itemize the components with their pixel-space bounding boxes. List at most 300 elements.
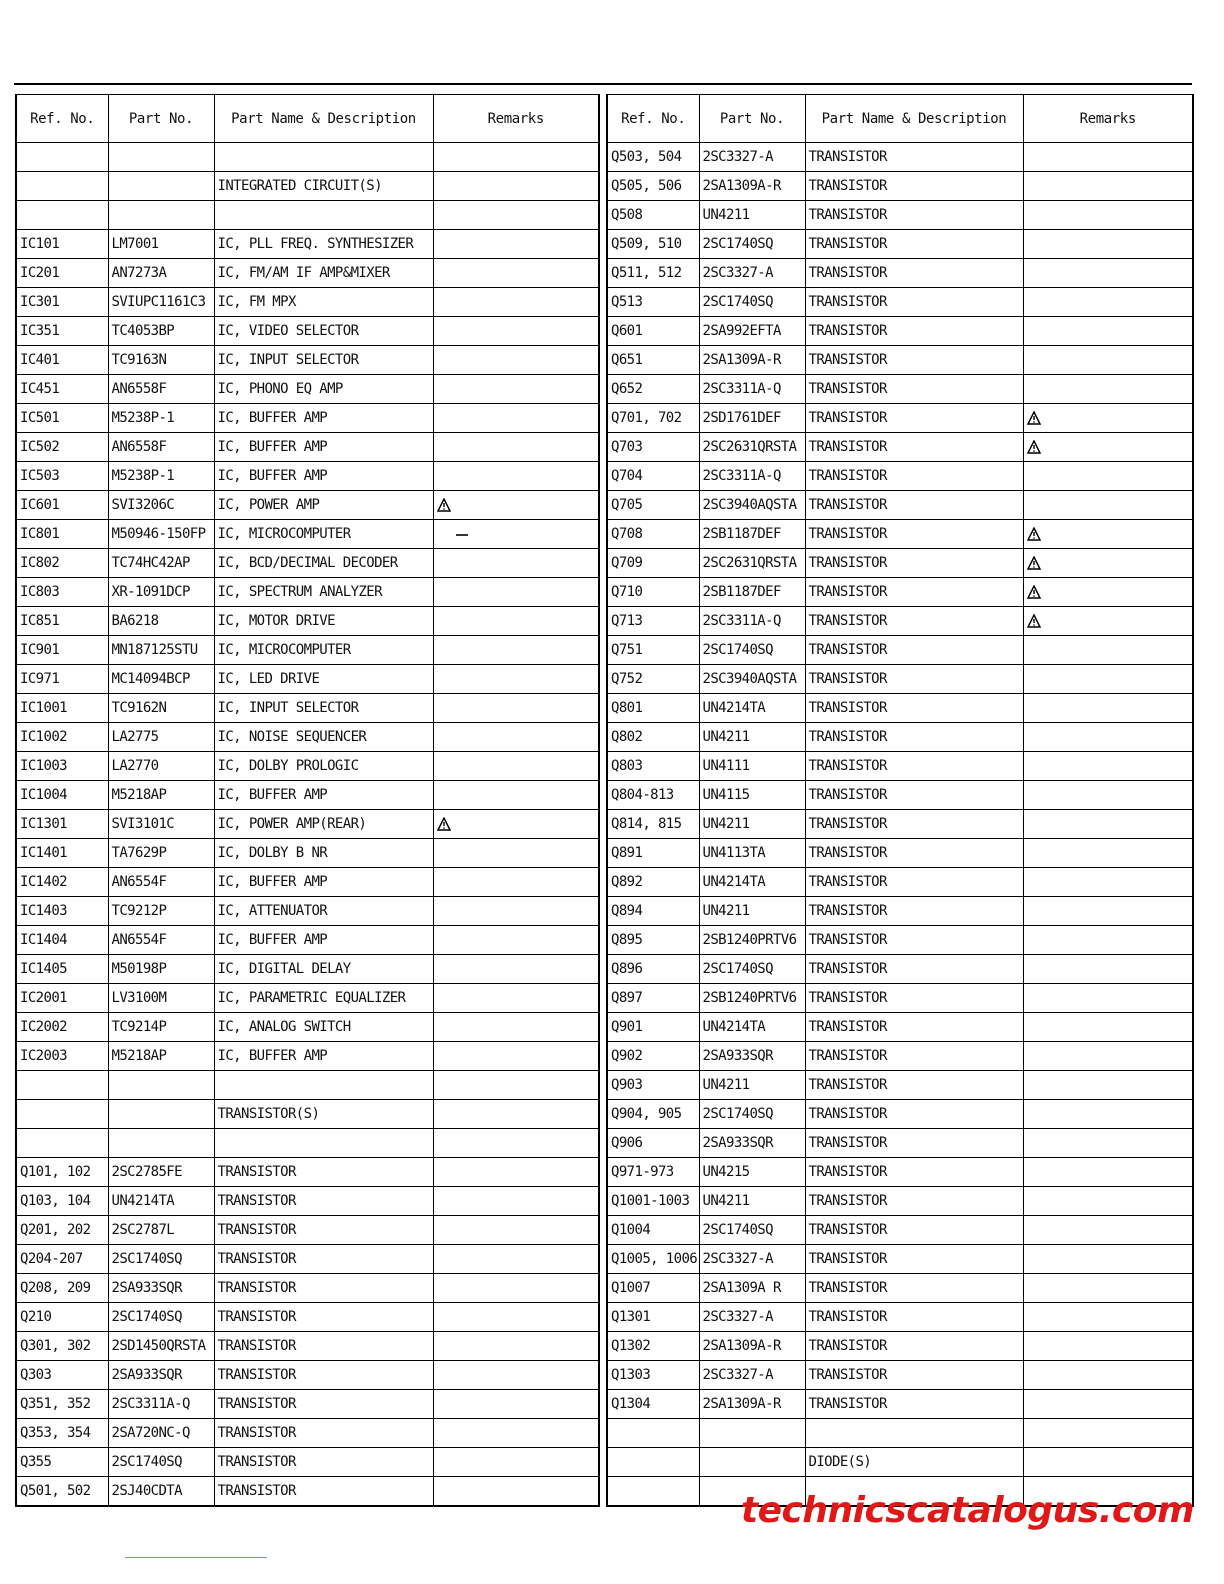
table-row [16,1042,599,1071]
ref-no-cell: Q803 [607,752,699,781]
part-no-cell: 2SA1309A-R [699,1332,805,1361]
table-row [607,694,1193,723]
part-no-cell: 2SC1740SQ [699,1216,805,1245]
ref-no-cell: IC802 [16,549,108,578]
ref-no-cell: Q896 [607,955,699,984]
remarks-cell [1023,1448,1193,1477]
description-cell: TRANSISTOR [214,1303,433,1332]
ref-no-cell: IC451 [16,375,108,404]
table-row [607,1303,1193,1332]
description-cell: TRANSISTOR [805,491,1023,520]
remarks-cell [1023,491,1193,520]
description-cell [214,201,433,230]
part-no-cell: SVI3206C [108,491,214,520]
table-row [16,1390,599,1419]
ref-no-cell: IC901 [16,636,108,665]
part-no-cell: AN6554F [108,926,214,955]
remarks-cell [433,694,599,723]
description-cell: TRANSISTOR [805,839,1023,868]
part-no-cell: 2SC3327-A [699,1303,805,1332]
ref-no-cell: Q891 [607,839,699,868]
part-no-cell: XR-1091DCP [108,578,214,607]
part-no-cell: 2SC3327-A [699,1361,805,1390]
description-cell: IC, MICROCOMPUTER [214,636,433,665]
remarks-cell [1023,433,1193,462]
table-row [607,578,1193,607]
remarks-cell [433,172,599,201]
part-no-cell: 2SC1740SQ [108,1448,214,1477]
parts-rows-left [16,143,599,1507]
remarks-cell [433,288,599,317]
remarks-cell [1023,1245,1193,1274]
part-no-cell: UN4214TA [699,868,805,897]
remarks-cell [433,1013,599,1042]
remarks-cell [433,317,599,346]
part-no-cell: 2SA933SQR [108,1361,214,1390]
ref-no-cell: IC1301 [16,810,108,839]
ref-no-cell: IC401 [16,346,108,375]
remarks-cell [1023,1361,1193,1390]
description-cell: TRANSISTOR [805,665,1023,694]
description-cell: TRANSISTOR [214,1158,433,1187]
remarks-cell [1023,868,1193,897]
table-row [607,984,1193,1013]
remarks-cell [1023,259,1193,288]
description-cell: TRANSISTOR [805,636,1023,665]
ref-no-cell: IC503 [16,462,108,491]
remarks-cell [433,636,599,665]
table-row [16,230,599,259]
remarks-cell [1023,1129,1193,1158]
description-cell: TRANSISTOR(S) [214,1100,433,1129]
ref-no-cell: Q355 [16,1448,108,1477]
remarks-cell [433,1361,599,1390]
ref-no-cell [16,1071,108,1100]
table-row [607,520,1193,549]
table-row [16,984,599,1013]
table-row [16,810,599,839]
part-no-cell [108,143,214,172]
table-row [607,636,1193,665]
safety-warning-icon [1027,614,1041,628]
ref-no-cell: IC803 [16,578,108,607]
ref-no-cell: Q210 [16,1303,108,1332]
part-no-cell: 2SA1309A-R [699,346,805,375]
ref-no-cell [16,1100,108,1129]
description-cell: TRANSISTOR [805,201,1023,230]
table-row [607,955,1193,984]
table-row [16,462,599,491]
remarks-cell [433,607,599,636]
description-cell [214,143,433,172]
table-row [16,955,599,984]
remarks-cell [1023,1187,1193,1216]
remarks-cell [1023,665,1193,694]
remarks-cell [1023,1332,1193,1361]
description-cell: TRANSISTOR [805,288,1023,317]
remarks-cell [1023,1013,1193,1042]
remarks-cell [433,491,599,520]
remarks-cell [1023,1419,1193,1448]
table-row [16,578,599,607]
ref-no-cell: IC2002 [16,1013,108,1042]
ref-no-cell: Q701, 702 [607,404,699,433]
part-no-cell: 2SC3311A-Q [699,607,805,636]
remarks-cell [433,897,599,926]
ref-no-cell: IC851 [16,607,108,636]
parts-rows-right [607,143,1193,1507]
part-no-cell: M5238P-1 [108,404,214,433]
description-cell: TRANSISTOR [805,259,1023,288]
table-row [607,375,1193,404]
table-row [607,143,1193,172]
part-no-cell: 2SB1187DEF [699,520,805,549]
description-cell: TRANSISTOR [805,955,1023,984]
part-no-cell: M5218AP [108,781,214,810]
remarks-cell [1023,462,1193,491]
part-no-cell: 2SA1309A-R [699,1390,805,1419]
safety-warning-icon [1027,527,1041,541]
part-no-cell: 2SA933SQR [699,1042,805,1071]
part-no-cell: TC9162N [108,694,214,723]
description-cell [805,1419,1023,1448]
remarks-cell [1023,723,1193,752]
description-cell: TRANSISTOR [805,317,1023,346]
description-cell: TRANSISTOR [805,723,1023,752]
description-cell: IC, INPUT SELECTOR [214,694,433,723]
table-row [607,752,1193,781]
table-row [607,462,1193,491]
table-row [16,694,599,723]
ref-no-cell: IC501 [16,404,108,433]
description-cell: TRANSISTOR [805,404,1023,433]
ref-no-cell: Q895 [607,926,699,955]
safety-warning-icon [437,817,451,831]
table-row [607,1390,1193,1419]
ref-no-cell [607,1419,699,1448]
ref-no-cell: Q710 [607,578,699,607]
description-cell: TRANSISTOR [805,1303,1023,1332]
part-no-cell: AN6554F [108,868,214,897]
table-row [16,1477,599,1507]
ref-no-cell: Q1005, 1006 [607,1245,699,1274]
remarks-cell [433,143,599,172]
ref-no-cell: IC301 [16,288,108,317]
ref-no-cell [16,172,108,201]
part-no-cell: TA7629P [108,839,214,868]
table-row [16,839,599,868]
table-row [16,1274,599,1303]
ref-no-cell: Q892 [607,868,699,897]
ref-no-cell: Q705 [607,491,699,520]
description-cell: TRANSISTOR [214,1477,433,1507]
remarks-cell [433,1303,599,1332]
remarks-cell [433,955,599,984]
description-cell: TRANSISTOR [805,143,1023,172]
part-no-cell: AN7273A [108,259,214,288]
ref-no-cell: IC601 [16,491,108,520]
ref-no-cell: Q513 [607,288,699,317]
description-cell: TRANSISTOR [805,1216,1023,1245]
remarks-cell [433,346,599,375]
ref-no-cell: Q505, 506 [607,172,699,201]
description-cell: TRANSISTOR [214,1274,433,1303]
description-cell: IC, BUFFER AMP [214,433,433,462]
table-row [16,1245,599,1274]
part-no-cell: LA2775 [108,723,214,752]
description-cell: IC, LED DRIVE [214,665,433,694]
part-no-cell: UN4211 [699,1187,805,1216]
part-no-cell: 2SC3311A-Q [699,375,805,404]
part-no-cell: TC4053BP [108,317,214,346]
description-cell: TRANSISTOR [805,694,1023,723]
ref-no-cell [16,143,108,172]
remarks-cell [433,1477,599,1507]
table-row [607,1216,1193,1245]
safety-warning-icon [1027,411,1041,425]
watermark-text: technicscatalogus.com [740,1490,1194,1531]
description-cell: TRANSISTOR [805,897,1023,926]
description-cell: TRANSISTOR [805,752,1023,781]
parts-table-left [15,94,600,1507]
description-cell: TRANSISTOR [805,984,1023,1013]
remarks-cell [433,984,599,1013]
description-cell: TRANSISTOR [805,1013,1023,1042]
remark-dash-mark [455,526,469,542]
description-cell: TRANSISTOR [805,1071,1023,1100]
remarks-cell [1023,1216,1193,1245]
ref-no-cell: Q906 [607,1129,699,1158]
table-row [16,143,599,172]
description-cell: IC, POWER AMP [214,491,433,520]
part-no-cell: UN4211 [699,1071,805,1100]
part-no-cell: M50946-150FP [108,520,214,549]
ref-no-cell: IC1404 [16,926,108,955]
part-no-cell: LV3100M [108,984,214,1013]
part-no-cell: 2SC3327-A [699,1245,805,1274]
ref-no-cell: IC1401 [16,839,108,868]
ref-no-cell [16,1129,108,1158]
ref-no-cell: IC971 [16,665,108,694]
ref-no-cell: Q601 [607,317,699,346]
description-cell: TRANSISTOR [805,172,1023,201]
description-cell: TRANSISTOR [805,868,1023,897]
ref-no-cell: IC502 [16,433,108,462]
remarks-cell [1023,317,1193,346]
table-row [16,1332,599,1361]
description-cell: TRANSISTOR [805,810,1023,839]
table-row [16,607,599,636]
remarks-cell [1023,201,1193,230]
description-cell: IC, INPUT SELECTOR [214,346,433,375]
remarks-cell [433,549,599,578]
part-no-cell: 2SC2631QRSTA [699,433,805,462]
part-no-cell: 2SA933SQR [699,1129,805,1158]
description-cell: TRANSISTOR [805,1274,1023,1303]
remarks-cell [433,1187,599,1216]
part-no-cell: 2SD1761DEF [699,404,805,433]
part-no-cell: UN4113TA [699,839,805,868]
ref-no-cell: Q801 [607,694,699,723]
remarks-cell [1023,230,1193,259]
ref-no-cell: IC1403 [16,897,108,926]
description-cell: IC, BUFFER AMP [214,868,433,897]
header-part-no: Part No. [108,95,214,143]
part-no-cell: UN4115 [699,781,805,810]
part-no-cell [108,1071,214,1100]
description-cell: IC, FM MPX [214,288,433,317]
description-cell: DIODE(S) [805,1448,1023,1477]
description-cell: INTEGRATED CIRCUIT(S) [214,172,433,201]
table-row [607,1274,1193,1303]
ref-no-cell: Q903 [607,1071,699,1100]
part-no-cell: 2SC3940AQSTA [699,665,805,694]
ref-no-cell: IC201 [16,259,108,288]
part-no-cell [108,201,214,230]
description-cell: TRANSISTOR [805,549,1023,578]
part-no-cell: UN4111 [699,752,805,781]
table-row [16,1187,599,1216]
remarks-cell [1023,810,1193,839]
table-row [607,781,1193,810]
remarks-cell [1023,1042,1193,1071]
remarks-cell [433,520,599,549]
table-row [16,375,599,404]
part-no-cell: 2SC2631QRSTA [699,549,805,578]
remarks-cell [1023,346,1193,375]
table-row [16,346,599,375]
ref-no-cell: IC2003 [16,1042,108,1071]
description-cell: TRANSISTOR [805,1187,1023,1216]
remarks-cell [433,868,599,897]
part-no-cell: TC9214P [108,1013,214,1042]
table-row [607,404,1193,433]
remarks-cell [1023,549,1193,578]
part-no-cell: TC74HC42AP [108,549,214,578]
part-no-cell: 2SC1740SQ [699,1100,805,1129]
part-no-cell: 2SC1740SQ [699,636,805,665]
table-row [607,1158,1193,1187]
remarks-cell [1023,375,1193,404]
remarks-cell [1023,781,1193,810]
remarks-cell [1023,1390,1193,1419]
description-cell: IC, BUFFER AMP [214,781,433,810]
table-row [16,665,599,694]
part-no-cell: UN4214TA [699,694,805,723]
remarks-cell [433,1158,599,1187]
part-no-cell: LM7001 [108,230,214,259]
ref-no-cell: IC1004 [16,781,108,810]
part-no-cell: UN4211 [699,897,805,926]
ref-no-cell: Q503, 504 [607,143,699,172]
ref-no-cell: Q1302 [607,1332,699,1361]
remarks-cell [433,462,599,491]
part-no-cell: 2SC1740SQ [699,230,805,259]
ref-no-cell: Q303 [16,1361,108,1390]
ref-no-cell: Q704 [607,462,699,491]
part-no-cell: TC9163N [108,346,214,375]
ref-no-cell [607,1477,699,1507]
remarks-cell [1023,1274,1193,1303]
description-cell: IC, NOISE SEQUENCER [214,723,433,752]
description-cell: IC, ANALOG SWITCH [214,1013,433,1042]
ref-no-cell: Q708 [607,520,699,549]
table-row [607,897,1193,926]
remarks-cell [433,810,599,839]
remarks-cell [1023,1071,1193,1100]
part-no-cell: UN4211 [699,201,805,230]
remarks-cell [433,926,599,955]
remarks-cell [433,1071,599,1100]
part-no-cell: UN4211 [699,810,805,839]
remarks-cell [1023,984,1193,1013]
safety-warning-icon [1027,556,1041,570]
part-no-cell: 2SC1740SQ [108,1245,214,1274]
remarks-cell [1023,839,1193,868]
ref-no-cell: Q509, 510 [607,230,699,259]
remarks-cell [433,230,599,259]
header-ref-no: Ref. No. [16,95,108,143]
remarks-cell [433,375,599,404]
ref-no-cell: Q101, 102 [16,1158,108,1187]
table-row [607,1129,1193,1158]
part-no-cell: 2SD1450QRSTA [108,1332,214,1361]
top-rule [14,83,1192,85]
table-row [607,1419,1193,1448]
header-ref-no: Ref. No. [607,95,699,143]
ref-no-cell: Q1004 [607,1216,699,1245]
remarks-cell [433,433,599,462]
remarks-cell [1023,1100,1193,1129]
ref-no-cell: Q511, 512 [607,259,699,288]
part-no-cell: 2SC1740SQ [108,1303,214,1332]
remarks-cell [1023,143,1193,172]
ref-no-cell: IC1402 [16,868,108,897]
part-no-cell: 2SB1240PRTV6 [699,984,805,1013]
ref-no-cell: Q901 [607,1013,699,1042]
ref-no-cell: IC2001 [16,984,108,1013]
remarks-cell [1023,636,1193,665]
ref-no-cell: Q103, 104 [16,1187,108,1216]
description-cell: IC, MICROCOMPUTER [214,520,433,549]
remarks-cell [433,1216,599,1245]
ref-no-cell [607,1448,699,1477]
ref-no-cell: Q971-973 [607,1158,699,1187]
ref-no-cell: IC101 [16,230,108,259]
ref-no-cell: Q204-207 [16,1245,108,1274]
ref-no-cell: IC351 [16,317,108,346]
part-no-cell: AN6558F [108,375,214,404]
description-cell: IC, BUFFER AMP [214,1042,433,1071]
ref-no-cell: IC1002 [16,723,108,752]
description-cell: TRANSISTOR [805,520,1023,549]
remarks-cell [1023,1158,1193,1187]
ref-no-cell: Q751 [607,636,699,665]
description-cell: TRANSISTOR [805,578,1023,607]
table-row [16,897,599,926]
table-row [607,201,1193,230]
ref-no-cell: IC1003 [16,752,108,781]
description-cell: TRANSISTOR [214,1216,433,1245]
part-no-cell: 2SC2785FE [108,1158,214,1187]
safety-warning-icon [1027,585,1041,599]
description-cell: TRANSISTOR [805,1158,1023,1187]
description-cell: IC, ATTENUATOR [214,897,433,926]
part-no-cell: UN4211 [699,723,805,752]
ref-no-cell: Q651 [607,346,699,375]
ref-no-cell: IC1405 [16,955,108,984]
table-row [607,665,1193,694]
